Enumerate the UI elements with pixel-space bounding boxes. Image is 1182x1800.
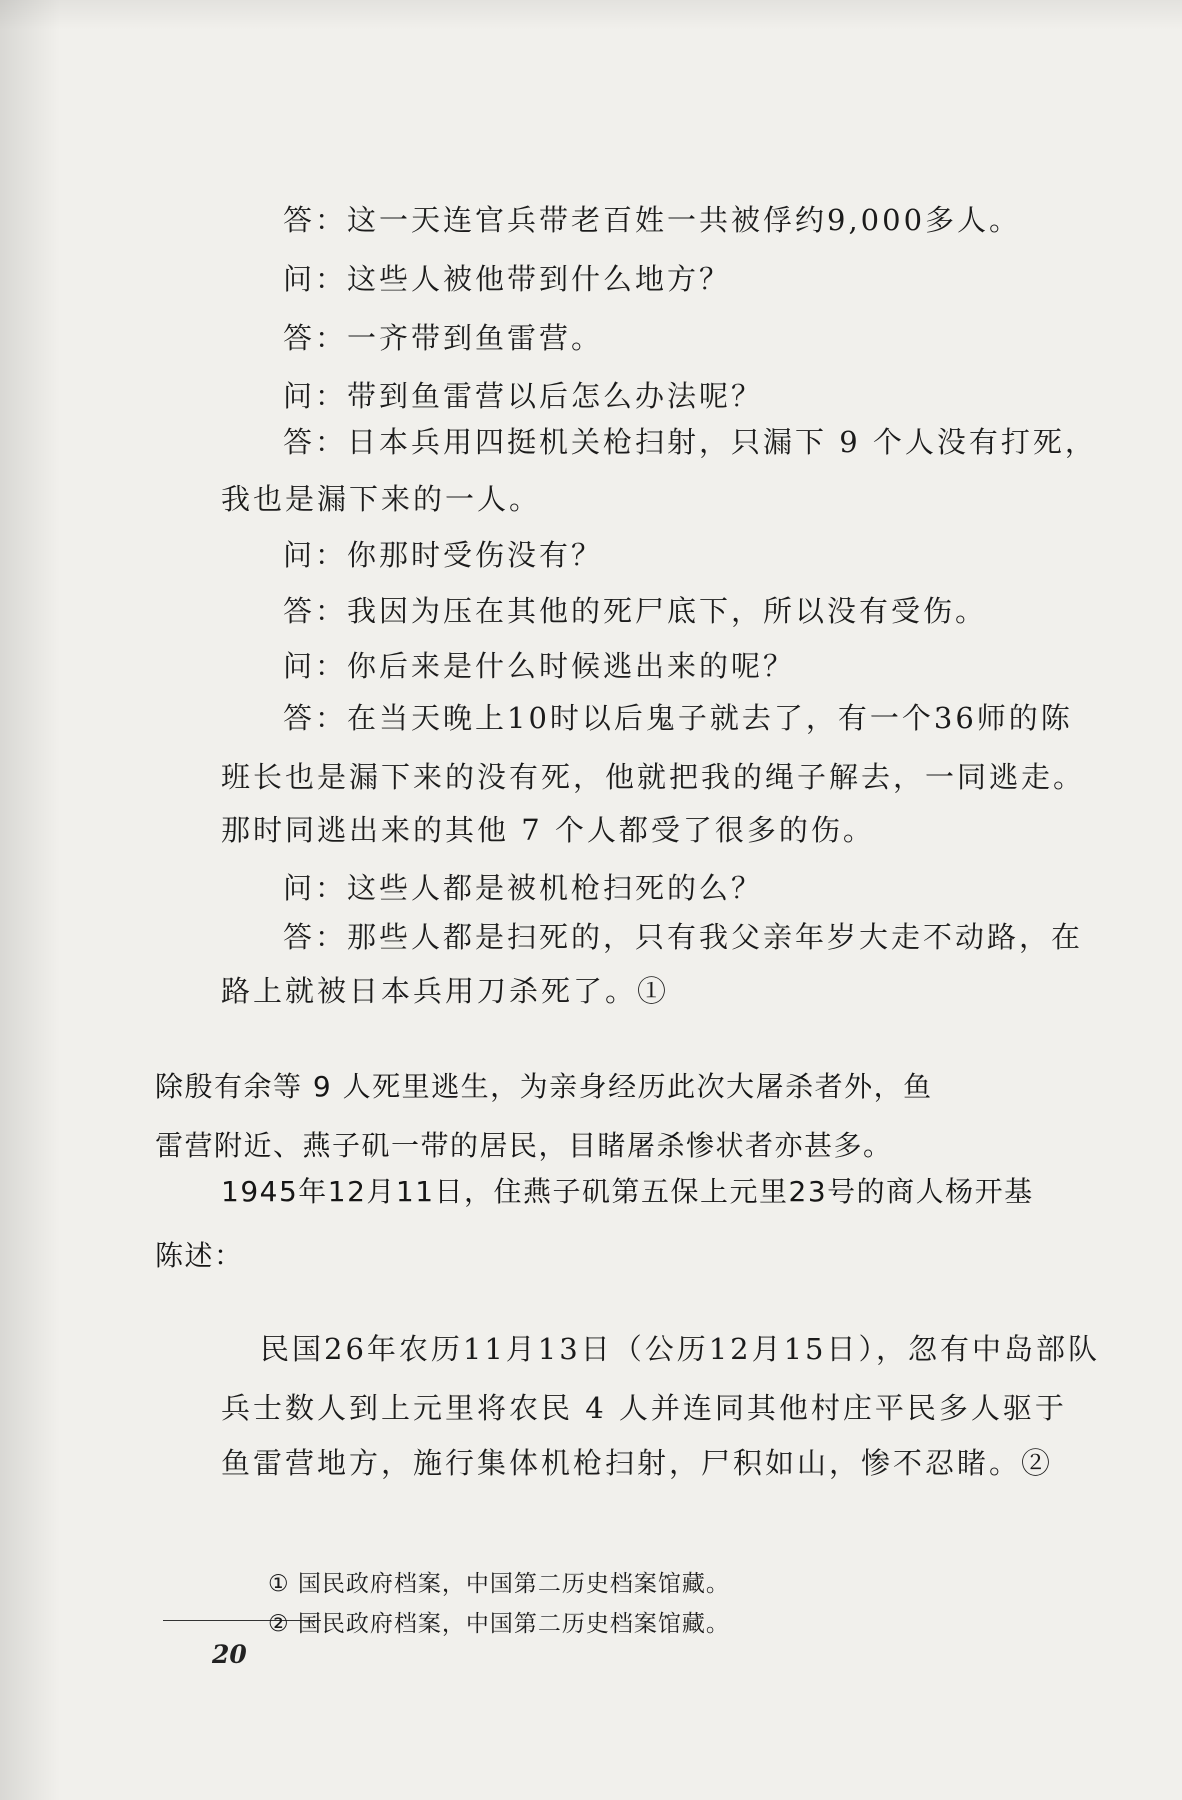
footnote: ② 国民政府档案，中国第二历史档案馆藏。 <box>268 1611 730 1637</box>
interview-line: 那时同逃出来的其他 7 个人都受了很多的伤。 <box>221 813 875 847</box>
quote-line: 民国26年农历11月13日（公历12月15日），忽有中岛部队 <box>260 1332 1101 1366</box>
binding-shadow <box>0 0 60 1800</box>
interview-line: 答：这一天连官兵带老百姓一共被俘约9,000多人。 <box>283 203 1022 237</box>
interview-line: 我也是漏下来的一人。 <box>221 482 542 516</box>
interview-line: 答：我因为压在其他的死尸底下，所以没有受伤。 <box>283 594 988 628</box>
interview-line: 问：带到鱼雷营以后怎么办法呢？ <box>283 379 764 413</box>
interview-line: 路上就被日本兵用刀杀死了。① <box>221 974 670 1008</box>
interview-line: 问：你那时受伤没有？ <box>283 538 604 572</box>
interview-line: 问：你后来是什么时候逃出来的呢？ <box>283 649 796 683</box>
quote-line: 鱼雷营地方，施行集体机枪扫射，尸积如山，惨不忍睹。② <box>221 1446 1054 1480</box>
narrative-line: 除殷有余等 9 人死里逃生，为亲身经历此次大屠杀者外，鱼 <box>155 1070 933 1103</box>
interview-line: 答：日本兵用四挺机关枪扫射，只漏下 9 个人没有打死， <box>283 425 1097 459</box>
narrative-line: 雷营附近、燕子矶一带的居民，目睹屠杀惨状者亦甚多。 <box>155 1129 893 1162</box>
narrative-line: 1945年12月11日，住燕子矶第五保上元里23号的商人杨开基 <box>221 1175 1034 1208</box>
interview-line: 答：那些人都是扫死的，只有我父亲年岁大走不动路，在 <box>283 920 1084 954</box>
interview-line: 答：在当天晚上10时以后鬼子就去了，有一个36师的陈 <box>283 701 1073 735</box>
interview-line: 问：这些人都是被机枪扫死的么？ <box>283 871 764 905</box>
footnote: ① 国民政府档案，中国第二历史档案馆藏。 <box>268 1571 730 1597</box>
interview-line: 班长也是漏下来的没有死，他就把我的绳子解去，一同逃走。 <box>221 760 1086 794</box>
quote-line: 兵士数人到上元里将农民 4 人并连同其他村庄平民多人驱于 <box>221 1391 1067 1425</box>
top-shadow <box>0 0 1182 30</box>
interview-line: 问：这些人被他带到什么地方？ <box>283 262 732 296</box>
interview-line: 答：一齐带到鱼雷营。 <box>283 321 604 355</box>
page-number: 20 <box>212 1640 247 1669</box>
narrative-line: 陈述： <box>155 1239 244 1272</box>
